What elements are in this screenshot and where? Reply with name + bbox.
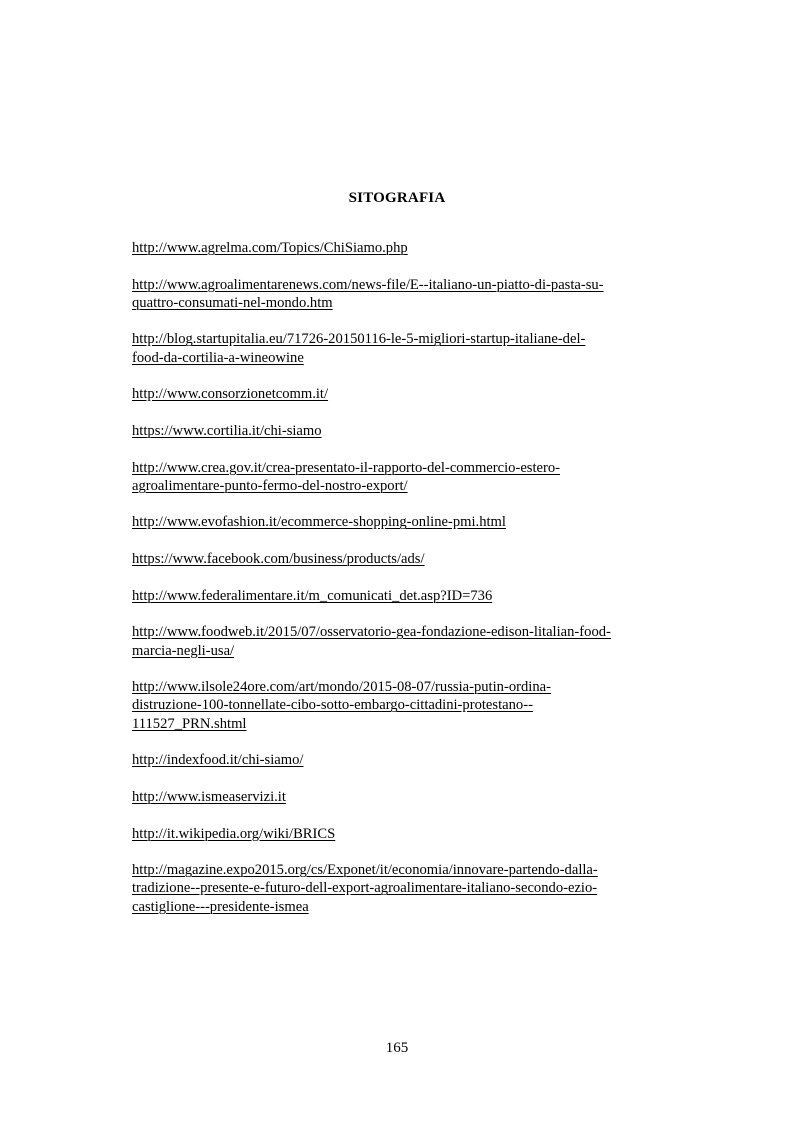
reference-link-line: http://www.federalimentare.it/m_comunicati_det.asp?ID=736 — [132, 587, 493, 604]
reference-link[interactable] — [132, 623, 672, 660]
reference-item — [132, 678, 672, 733]
reference-link-line: http://magazine.expo2015.org/cs/Exponet/it/economia/innovare-partendo-dalla- — [132, 862, 598, 879]
reference-link[interactable] — [132, 825, 672, 843]
reference-item — [132, 513, 672, 531]
reference-link-line: http://www.crea.gov.it/crea-presentato-il-rapporto-del-commercio-estero- — [132, 459, 561, 476]
page-number: 165 — [385, 1040, 409, 1056]
reference-link[interactable] — [132, 330, 672, 367]
reference-link[interactable] — [132, 861, 672, 916]
reference-item — [132, 330, 672, 367]
reference-link[interactable] — [132, 459, 672, 496]
reference-link[interactable] — [132, 550, 672, 568]
reference-link[interactable] — [132, 751, 672, 769]
reference-link-line: http://www.evofashion.it/ecommerce-shopping-online-pmi.html — [132, 514, 506, 531]
reference-link-line: distruzione-100-tonnellate-cibo-sotto-embargo-cittadini-protestano-- — [132, 697, 533, 714]
reference-link[interactable] — [132, 276, 672, 313]
page-title: SITOGRAFIA — [348, 190, 446, 206]
reference-item — [132, 385, 672, 403]
reference-item — [132, 459, 672, 496]
reference-link-line: http://www.agroalimentarenews.com/news-file/E--italiano-un-piatto-di-pasta-su- — [132, 276, 604, 293]
reference-link-line: 111527_PRN.shtml — [132, 715, 247, 732]
reference-link-line: marcia-negli-usa/ — [132, 642, 235, 659]
reference-item — [132, 623, 672, 660]
reference-link[interactable] — [132, 788, 672, 806]
reference-link-line: http://www.agrelma.com/Topics/ChiSiamo.php — [132, 240, 408, 256]
reference-link-line: http://www.ilsole24ore.com/art/mondo/2015-08-07/russia-putin-ordina- — [132, 679, 551, 696]
reference-link-line: http://it.wikipedia.org/wiki/BRICS — [132, 825, 336, 842]
reference-link[interactable] — [132, 513, 672, 531]
reference-link[interactable] — [132, 239, 672, 257]
reference-link-line: http://www.consorzionetcomm.it/ — [132, 386, 329, 403]
reference-link-line: https://www.cortilia.it/chi-siamo — [132, 422, 322, 439]
reference-link[interactable] — [132, 678, 672, 733]
reference-item — [132, 825, 672, 843]
reference-link-line: castiglione---presidente-ismea — [132, 898, 309, 915]
reference-item — [132, 239, 672, 257]
reference-link-line: quattro-consumati-nel-mondo.htm — [132, 294, 333, 311]
reference-link-line: agroalimentare-punto-fermo-del-nostro-export/ — [132, 477, 408, 494]
reference-link[interactable] — [132, 587, 672, 605]
reference-link-line: food-da-cortilia-a-wineowine — [132, 349, 304, 366]
reference-item — [132, 587, 672, 605]
reference-item — [132, 788, 672, 806]
reference-link[interactable] — [132, 422, 672, 440]
reference-link-line: http://www.foodweb.it/2015/07/osservatorio-gea-fondazione-edison-litalian-food- — [132, 624, 611, 641]
reference-item — [132, 276, 672, 313]
reference-link-line: http://www.ismeaservizi.it — [132, 788, 286, 805]
reference-list — [132, 239, 672, 934]
reference-item — [132, 751, 672, 769]
reference-link-line: http://indexfood.it/chi-siamo/ — [132, 752, 304, 769]
reference-link-line: http://blog.startupitalia.eu/71726-20150116-le-5-migliori-startup-italiane-del- — [132, 331, 586, 348]
reference-link-line: tradizione--presente-e-futuro-dell-export-agroalimentare-italiano-secondo-ezio- — [132, 880, 598, 897]
reference-item — [132, 550, 672, 568]
reference-item — [132, 861, 672, 916]
reference-link[interactable] — [132, 385, 672, 403]
reference-item — [132, 422, 672, 440]
reference-link-line: https://www.facebook.com/business/products/ads/ — [132, 551, 425, 568]
